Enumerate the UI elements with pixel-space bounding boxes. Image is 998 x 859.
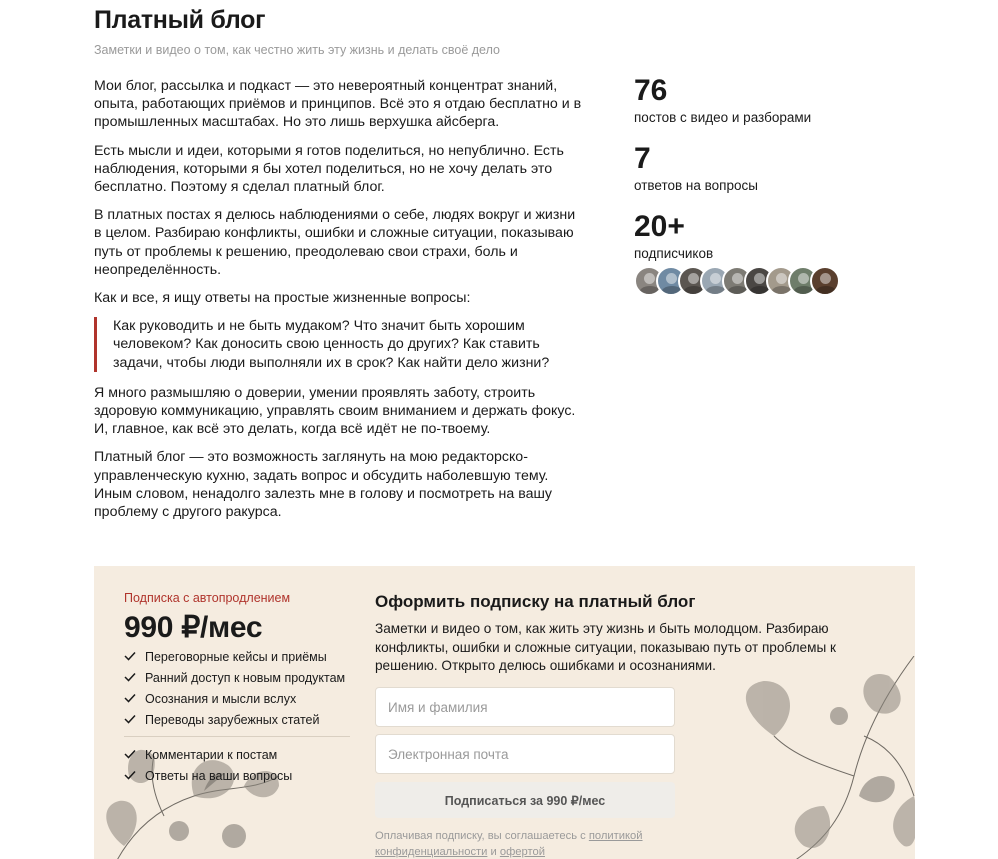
- form-title: Оформить подписку на платный блог: [375, 592, 696, 611]
- stat-label: подписчиков: [634, 246, 714, 261]
- check-icon: [124, 770, 136, 780]
- feature-text: Осознания и мысли вслух: [145, 692, 297, 706]
- feature-item: [124, 650, 350, 665]
- paragraph: В платных постах я делюсь наблюдениями о себе, людях вокруг и жизни в целом. Разбираю конфликты, ошибки и сложные ситуации, показываю путь от проблемы к решению, преодолеваю свои страхи, боль и неопределённость.: [94, 207, 576, 278]
- subscribe-button[interactable]: Подписаться за 990 ₽/мес: [375, 782, 675, 818]
- feature-item: [124, 769, 350, 784]
- feature-text: Ранний доступ к новым продуктам: [145, 671, 346, 685]
- feature-text: Комментарии к постам: [145, 748, 278, 762]
- features-divider: [124, 736, 350, 737]
- stat-subscribers: [634, 210, 894, 262]
- check-icon: [124, 651, 136, 661]
- feature-item: [124, 748, 350, 763]
- stat-number: 20+: [634, 210, 685, 243]
- check-icon: [124, 749, 136, 759]
- stat-answers: [634, 142, 894, 194]
- name-input[interactable]: [375, 687, 675, 727]
- offer-link[interactable]: офертой: [499, 846, 545, 858]
- feature-item: [124, 692, 350, 707]
- paragraph: Мои блог, рассылка и подкаст — это невероятный концентрат знаний, опыта, работающих приёмов и принципов. Всё это я отдаю бесплатно и в промышленных масштабах. Но это лишь верхушка айсберга.: [94, 78, 582, 131]
- article-body: [94, 77, 582, 531]
- subscriber-avatars: [634, 266, 894, 296]
- stat-label: постов с видео и разборами: [634, 110, 812, 125]
- botanical-illustration-right: [714, 656, 915, 859]
- feature-text: Ответы на ваши вопросы: [145, 769, 293, 783]
- privacy-policy-link[interactable]: политикой конфиденциальности: [375, 830, 643, 858]
- consent-and: и: [490, 846, 497, 858]
- stats-panel: [634, 74, 894, 296]
- check-icon: [124, 714, 136, 724]
- subscription-panel: [94, 566, 915, 859]
- paragraph: Как и все, я ищу ответы на простые жизненные вопросы:: [94, 290, 471, 307]
- stat-number: 7: [634, 142, 651, 175]
- check-icon: [124, 693, 136, 703]
- feature-item: [124, 671, 350, 686]
- paragraph: Я много размышляю о доверии, умении проявлять заботу, строить здоровую коммуникацию, управлять своим вниманием и держать фокус. И, главное, как всё это делать, когда всё идёт не по-твоему.: [94, 384, 576, 438]
- stat-number: 76: [634, 74, 668, 107]
- plan-features: [124, 650, 350, 790]
- plan-type-label: Подписка с автопродлением: [124, 591, 291, 605]
- page-title: Платный блог: [94, 6, 266, 34]
- paragraph: Есть мысли и идеи, которыми я готов поделиться, но непублично. Есть наблюдения, которыми я бы хотел поделиться, но не хочу делать это бесплатно. Поэтому я сделал платный блог.: [94, 142, 564, 196]
- feature-text: Переговорные кейсы и приёмы: [145, 650, 327, 664]
- feature-text: Переводы зарубежных статей: [145, 713, 320, 727]
- feature-item: [124, 713, 350, 728]
- avatar: [810, 266, 840, 296]
- quote-block: [94, 317, 582, 372]
- page-subtitle: Заметки и видео о том, как честно жить эту жизнь и делать своё дело: [94, 43, 500, 57]
- form-description: Заметки и видео о том, как жить эту жизнь и быть молодцом. Разбираю конфликты, ошибки и сложные ситуации, показываю путь от проблемы к решению. Открыто делюсь ошибками и осознаниями.: [375, 621, 836, 673]
- quote-text: Как руководить и не быть мудаком? Что значит быть хорошим человеком? Как доносить свою ценность до других? Как ставить задачи, чтобы люди выполняли их в срок? Как найти дело жизни?: [113, 318, 550, 371]
- stat-label: ответов на вопросы: [634, 178, 758, 193]
- consent-prefix: Оплачивая подписку, вы соглашаетесь с: [375, 830, 586, 842]
- consent-text: [375, 828, 675, 859]
- email-input[interactable]: [375, 734, 675, 774]
- paragraph: Платный блог — это возможность заглянуть на мою редакторско-управленческую кухню, задать вопрос и обсудить наболевшую тему. Иным словом, ненадолго залезть мне в голову и посмотреть на вашу проблему с другого ракурса.: [94, 449, 552, 521]
- check-icon: [124, 672, 136, 682]
- plan-price: 990 ₽/мес: [124, 611, 263, 644]
- stat-posts: [634, 74, 894, 126]
